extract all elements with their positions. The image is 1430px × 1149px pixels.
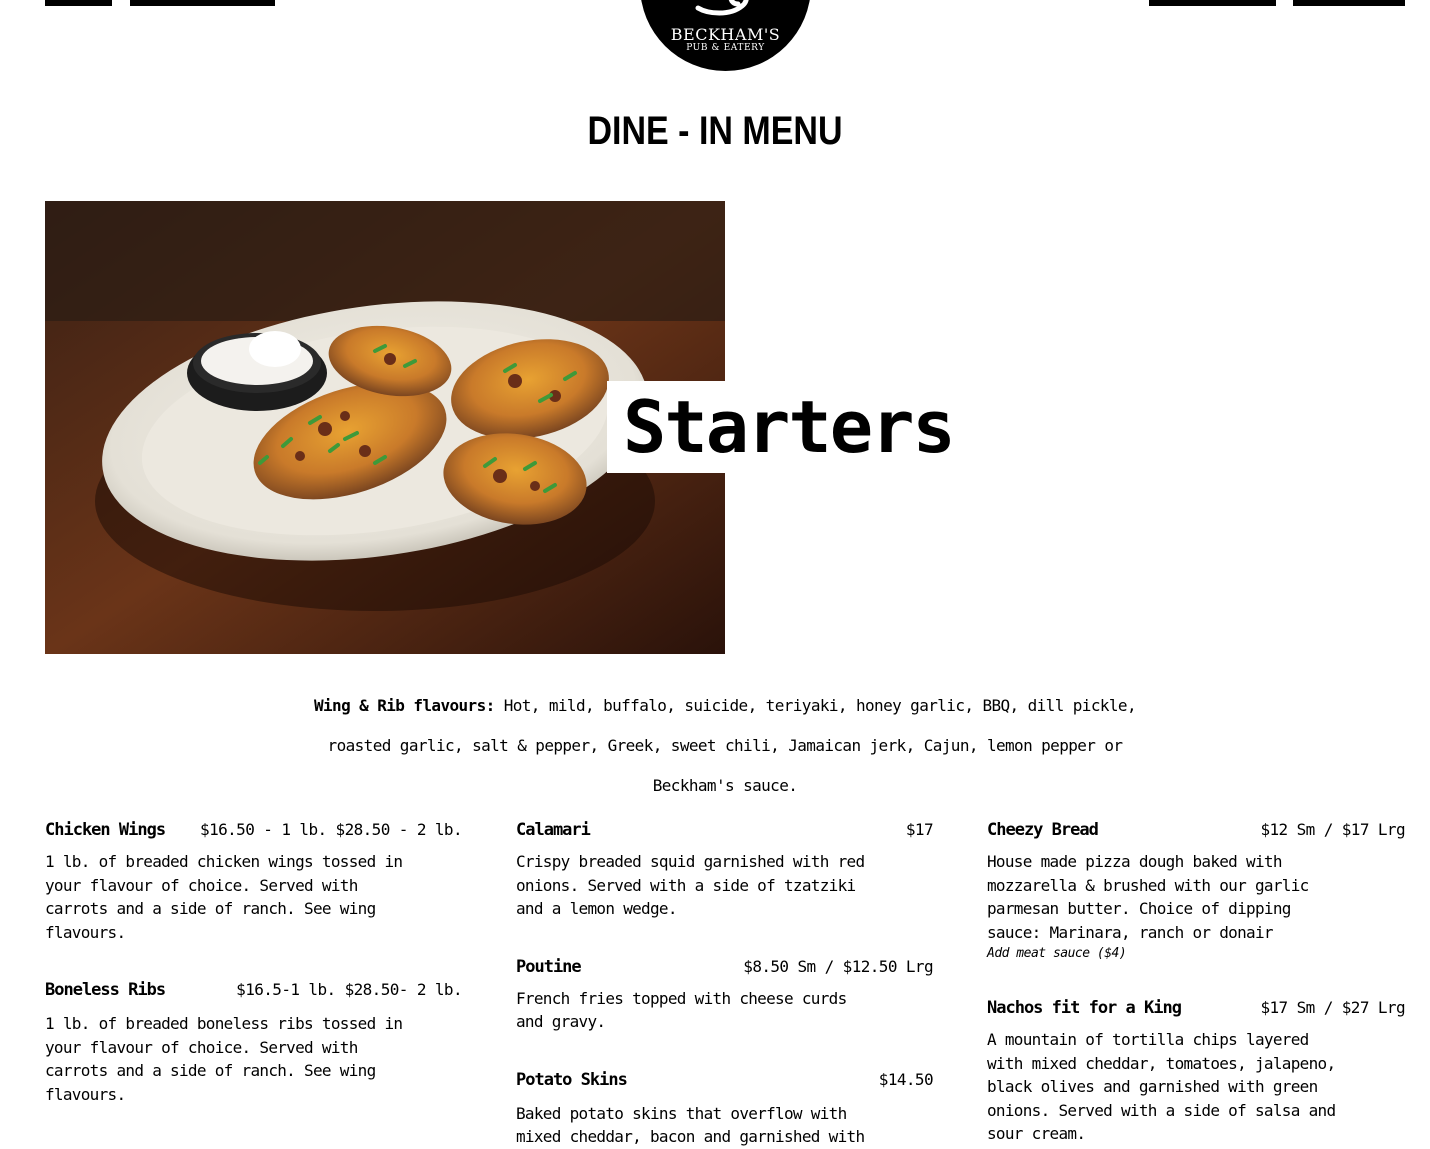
- menu-item-calamari: [516, 818, 933, 921]
- item-description: A mountain of tortilla chips layered with mixed cheddar, tomatoes, jalapeno, black olives and garnished with green onions. Served with a side of salsa and sour cream.: [987, 1030, 1336, 1143]
- nav-link-3[interactable]: [1149, 0, 1276, 6]
- logo-swirl-icon: [690, 0, 760, 20]
- item-name: Nachos fit for a King: [987, 998, 1181, 1018]
- section-title-starters: Starters: [607, 381, 947, 473]
- flavours-text: Hot, mild, buffalo, suicide, teriyaki, honey garlic, BBQ, dill pickle, roasted garlic, salt & pepper, Greek, sweet chili, Jamaican jerk, Cajun, lemon pepper or Beckham's sauce.: [327, 696, 1137, 795]
- nav-link-1[interactable]: [45, 0, 112, 6]
- menu-item-boneless-ribs: [45, 978, 462, 1106]
- item-price: $16.50 - 1 lb. $28.50 - 2 lb.: [200, 820, 462, 839]
- item-price: $8.50 Sm / $12.50 Lrg: [743, 956, 933, 976]
- item-name: Poutine: [516, 956, 581, 977]
- menu-column-2: [516, 818, 933, 1149]
- item-price: $14.50: [878, 1069, 933, 1089]
- menu-item-cheezy-bread: [987, 818, 1405, 964]
- item-name: Potato Skins: [516, 1069, 627, 1090]
- nav-link-4[interactable]: [1293, 0, 1405, 6]
- menu-item-poutine: [516, 955, 933, 1034]
- menu-column-3: [987, 818, 1405, 1146]
- logo-subtitle: PUB & EATERY: [686, 43, 765, 53]
- item-description: Baked potato skins that overflow with mixed cheddar, bacon and garnished with: [516, 1103, 865, 1146]
- item-price: $17: [905, 820, 933, 839]
- item-name: Chicken Wings: [45, 820, 166, 840]
- menu-item-chicken-wings: [45, 818, 462, 944]
- menu-column-1: [45, 818, 462, 1106]
- flavours-label: Wing & Rib flavours:: [313, 696, 495, 715]
- item-description: French fries topped with cheese curds and gravy.: [516, 988, 847, 1031]
- item-description: 1 lb. of breaded boneless ribs tossed in your flavour of choice. Served with carrots and a side of ranch. See wing flavours.: [45, 1014, 403, 1104]
- wing-rib-flavours: [290, 686, 1160, 806]
- logo[interactable]: [640, 0, 811, 71]
- item-name: Cheezy Bread: [987, 820, 1098, 840]
- item-price: $12 Sm / $17 Lrg: [1260, 820, 1405, 839]
- page-title: DINE - IN MENU: [587, 109, 843, 153]
- item-description: Crispy breaded squid garnished with red onions. Served with a side of tzatziki and a lemon wedge.: [516, 852, 865, 918]
- item-note: Add meat sauce ($4): [987, 946, 1127, 961]
- menu-item-nachos: [987, 996, 1405, 1146]
- item-name: Boneless Ribs: [45, 980, 166, 1000]
- logo-name: BECKHAM'S: [670, 25, 781, 44]
- item-description: 1 lb. of breaded chicken wings tossed in your flavour of choice. Served with carrots and a side of ranch. See wing flavours.: [45, 852, 403, 942]
- item-price: $16.5-1 lb. $28.50- 2 lb.: [236, 980, 462, 999]
- item-price: $17 Sm / $27 Lrg: [1260, 998, 1405, 1017]
- menu-item-potato-skins: [516, 1068, 933, 1149]
- item-description: House made pizza dough baked with mozzarella & brushed with our garlic parmesan butter. Choice of dipping sauce: Marinara, ranch or donair: [987, 852, 1309, 942]
- nav-link-2[interactable]: [130, 0, 275, 6]
- item-name: Calamari: [516, 820, 590, 840]
